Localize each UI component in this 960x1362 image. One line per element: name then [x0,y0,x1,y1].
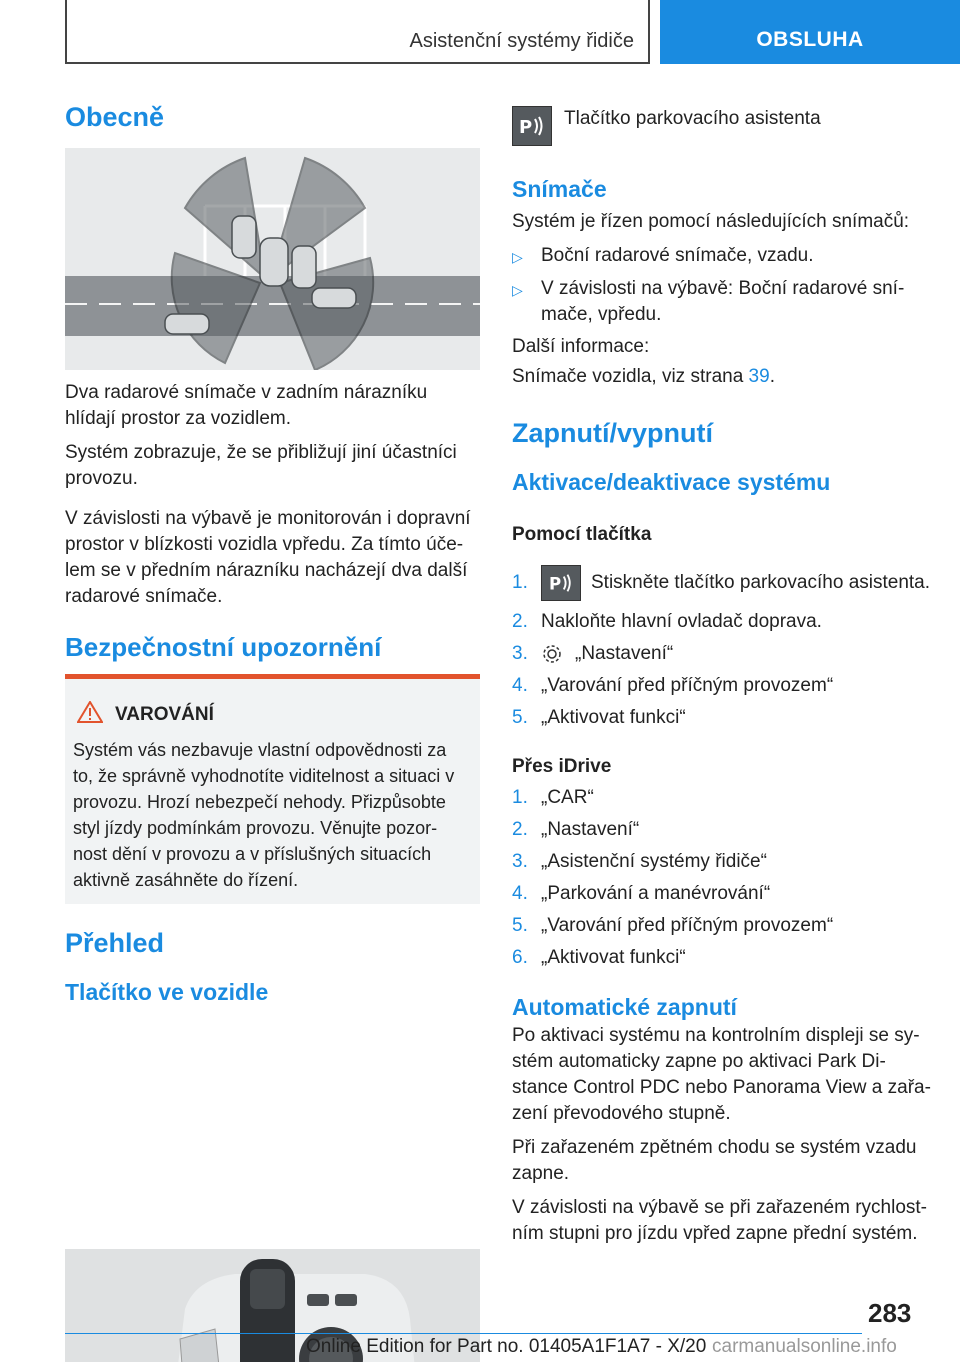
heading-sensors: Snímače [512,176,607,202]
park-assist-button-icon [512,106,552,146]
heading-idrive: Přes iDrive [512,756,612,777]
general-paragraph-1: Dva radarové snímače v zadním nárazníku hlídají prostor za vozidlem. [65,382,428,429]
sensors-section [512,176,937,390]
svg-text:P: P [519,117,533,138]
list-item: 5. „Aktivovat funkci“ [512,707,686,728]
heading-safety: Bezpečnostní upozornění [65,632,382,662]
list-item: 5. „Varování před příčným provozem“ [512,915,834,936]
general-paragraph-3: V závislosti na výbavě je monitorován i dopravní prostor v blízkosti vozidla vpředu. Za tímto úče-lem se v předním nárazníku nacházejí dva další radarové snímače. [65,508,471,607]
more-info-label: Další informace: [512,336,650,357]
svg-text:P: P [549,574,562,594]
park-assist-caption: Tlačítko parkovacího asistenta [564,108,821,129]
heading-button-in-car: Tlačítko ve vozidle [65,979,269,1005]
list-item: ▷ Boční radarové snímače, vzadu. [512,243,937,270]
bullet-triangle-icon: ▷ [512,249,523,265]
list-item: ▷ V závislosti na výbavě: Boční radarové sní-mače, vpředu. [512,276,937,328]
left-column [65,102,480,133]
warning-triangle-icon [77,701,103,729]
overview-section [65,928,480,1006]
warning-title-row [73,701,470,729]
list-item: 4. „Varování před příčným provozem“ [512,675,834,696]
heading-by-button: Pomocí tlačítka [512,524,652,545]
heading-on-off: Zapnutí/vypnutí [512,418,713,448]
sensors-reference: Snímače vozidla, viz strana 39. [512,366,775,387]
list-item: 6. „Aktivovat funkci“ [512,947,686,968]
header-frame [65,0,650,64]
heading-overview: Přehled [65,928,165,958]
page-reference-link[interactable]: 39 [748,366,770,387]
general-text [65,380,480,610]
heading-auto-on: Automatické zapnutí [512,994,737,1020]
page-number: 283 [868,1298,912,1328]
footer-watermark: carmanualsonline.info [712,1336,897,1357]
bullet-triangle-icon: ▷ [512,282,523,298]
general-paragraph-2: Systém zobrazuje, že se přibližují jiní účastníci provozu. [65,442,457,489]
heading-activate: Aktivace/deaktivace systému [512,469,831,495]
header-section-title: Asistenční systémy řidiče [409,30,634,52]
auto-section [512,994,937,1247]
auto-paragraph-2: Při zařazeném zpětném chodu se systém vzadu zapne. [512,1137,917,1184]
gear-icon [541,643,563,665]
list-item: 1. P Stiskněte tlačítko parkovacího asistenta. [512,560,937,606]
radar-diagram [65,148,480,370]
list-item: 4. „Parkování a manévrování“ [512,883,771,904]
steps-idrive-list [512,782,937,974]
list-item: 2. „Nastavení“ [512,819,640,840]
header-tab: OBSLUHA [660,0,960,64]
list-item: 1. „CAR“ [512,787,594,808]
safety-section [65,632,480,663]
onoff-section [512,418,937,546]
steps-button-list [512,560,937,734]
auto-paragraph-1: Po aktivaci systému na kontrolním displeji se sy-stém automaticky zapne po aktivaci Park Di-stance Control PDC nebo Panorama View a zařa-zení převodového stupně. [512,1025,931,1124]
list-item: 2. Nakloňte hlavní ovladač doprava. [512,611,822,632]
sensors-intro: Systém je řízen pomocí následujících snímačů: [512,211,910,232]
idrive-section [512,756,937,778]
list-item: 3. „Asistenční systémy řidiče“ [512,851,767,872]
warning-box [65,674,480,904]
radar-illustration [65,148,480,370]
footer-divider [65,1333,862,1334]
warning-title: VAROVÁNÍ [115,704,214,725]
warning-text: Systém vás nezbavuje vlastní odpovědnosti za to, že správně vyhodnotíte viditelnost a situaci v provozu. Hrozí nebezpečí nehody. Přizpůsobte styl jízdy podmínkám provozu. Věnujte pozor-nost dění v provozu a v příslušných situacích aktivně zasáhněte do řízení. [73,740,455,890]
sensors-list [512,243,937,328]
heading-general: Obecně [65,102,165,132]
park-assist-button-icon [541,565,581,601]
list-item: 3. „Nastavení“ [512,643,674,664]
footer-edition: Online Edition for Part no. 01405A1F1A7 - X/20 [306,1336,707,1357]
button-caption-row [512,106,937,146]
auto-paragraph-3: V závislosti na výbavě se při zařazeném rychlost-ním stupni pro jízdu vpřed zapne přední systém. [512,1197,927,1244]
